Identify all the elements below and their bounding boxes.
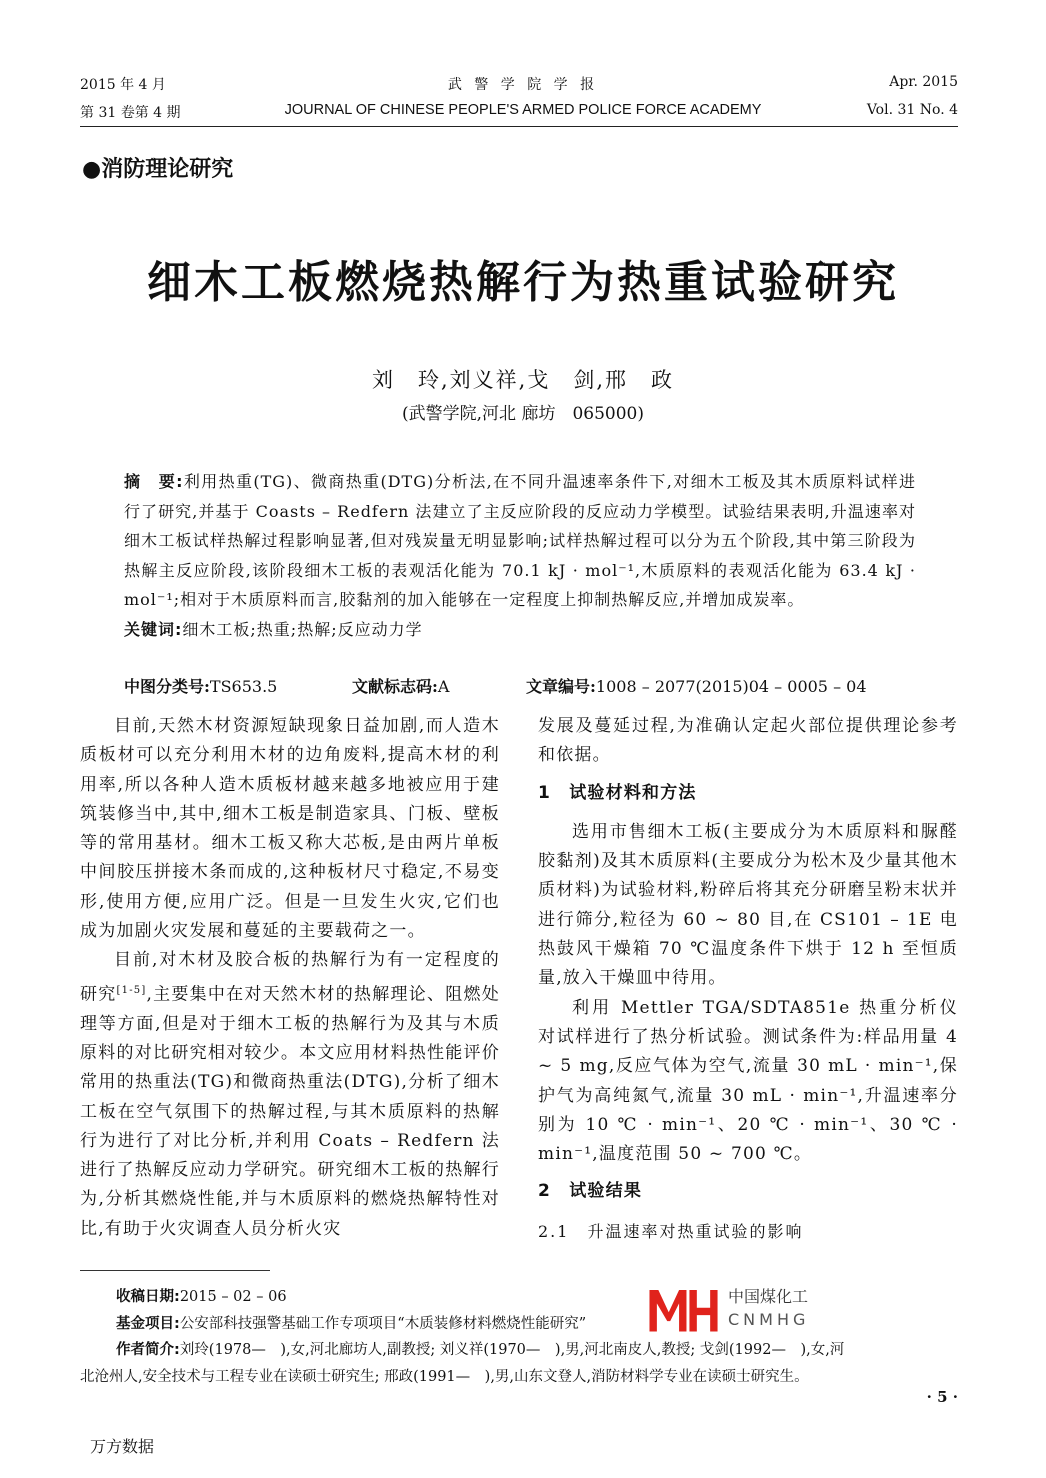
clc-label: 中图分类号:	[124, 677, 210, 696]
received-label: 收稿日期:	[116, 1289, 180, 1305]
keywords-label: 关键词:	[124, 619, 183, 639]
article-no: 1008 – 2077(2015)04 – 0005 – 04	[595, 677, 867, 696]
authors: 刘 玲,刘义祥,戈 剑,邢 政	[371, 368, 675, 392]
bio-label: 作者简介:	[116, 1342, 180, 1358]
doc-code-label: 文献标志码:	[352, 677, 438, 696]
subsection-heading: 2.1 升温速率对热重试验的影响	[538, 1221, 804, 1241]
paper-title: 细木工板燃烧热解行为热重试验研究	[147, 257, 899, 308]
header-date-en: Apr. 2015	[889, 74, 958, 90]
classification-line	[124, 674, 924, 697]
paragraph: 选用市售细木工板(主要成分为木质原料和脲醛胶黏剂)及其木质原料(主要成分为松木及少量其他木质材料)为试验材料,粉碎后将其充分研磨呈粉末状并进行筛分,粒径为 60 ~ 80 目,在 CS101 – 1E 电热鼓风干燥箱 70 ℃温度条件下烘于 12 h 至恒质量,放入干燥皿中待用。	[538, 821, 958, 989]
section-heading: 1 试验材料和方法	[538, 782, 697, 803]
footnote-rule	[80, 1270, 270, 1271]
clc-code: TS653.5	[209, 677, 278, 696]
header-rule	[80, 126, 958, 127]
watermark-logo	[648, 1287, 868, 1333]
section-tag: ●消防理论研究	[82, 157, 234, 182]
left-column	[80, 712, 500, 1244]
fund: 公安部科技强警基础工作专项项目“木质装修材料燃烧性能研究”	[179, 1315, 587, 1332]
mh-logo-icon	[648, 1287, 722, 1333]
received-date: 2015 – 02 – 06	[179, 1289, 287, 1305]
doc-code: A	[437, 677, 450, 696]
keywords: 细木工板;热重;热解;反应动力学	[182, 619, 423, 639]
text: ,主要集中在对天然木材的热解理论、阻燃处理等方面,但是对于细木工板的热解行为及其与木质原料的对比研究相对较少。本文应用材料热性能评价常用的热重法(TG)和微商热重法(DTG),分析了细木工板在空气氛围下的热解过程,与其木质原料的热解行为进行了对比分析,并利用 Coats – Redfern 法进行了热解反应动力学研究。研究细木工板的热解行为,分析其燃烧性能,并与木质原料的燃烧热解特性对比,有助于火灾调查人员分析火灾	[80, 984, 500, 1239]
header-issue: 第 31 卷第 4 期	[80, 105, 181, 121]
watermark-en: CNMHG	[728, 1310, 810, 1329]
paragraph: 发展及蔓延过程,为准确认定起火部位提供理论参考和依据。	[538, 716, 958, 766]
page-number: · 5 ·	[926, 1388, 958, 1406]
header-volume: Vol. 31 No. 4	[866, 102, 958, 118]
paragraph: 利用 Mettler TGA/SDTA851e 热重分析仪对试样进行了热分析试验。测试条件为:样品用量 4 ~ 5 mg,反应气体为空气,流量 30 mL · min⁻¹,保护气为高纯氮气,流量 30 mL · min⁻¹,升温速率分别为 10 ℃ · min⁻¹、20 ℃ · min⁻¹、30 ℃ · min⁻¹,温度范围 50 ~ 700 ℃。	[538, 997, 958, 1165]
abstract-text: 利用热重(TG)、微商热重(DTG)分析法,在不同升温速率条件下,对细木工板及其木质原料试样进行了研究,并基于 Coasts – Redfern 法建立了主反应阶段的反应动力学模型。试验结果表明,升温速率对细木工板试样热解过程影响显著,但对残炭量无明显影响;试样热解过程可以分为五个阶段,其中第三阶段为热解主反应阶段,该阶段细木工板的表观活化能为 70.1 kJ · mol⁻¹,木质原料的表观活化能为 63.4 kJ · mol⁻¹;相对于木质原料而言,胶黏剂的加入能够在一定程度上抑制热解反应,并增加成炭率。	[124, 472, 916, 609]
paragraph: 目前,天然木材资源短缺现象日益加剧,而人造木质板材可以充分利用木材的边角废料,提高木材的利用率,所以各种人造木质板材越来越多地被应用于建筑装修当中,其中,细木工板是制造家具、门板、壁板等的常用基材。细木工板又称大芯板,是由两片单板中间胶压拼接木条而成的,这种板材尺寸稳定,不易变形,使用方便,应用广泛。但是一旦发生火灾,它们也成为加剧火灾发展和蔓延的主要载荷之一。	[80, 716, 500, 942]
section-heading: 2 试验结果	[538, 1181, 643, 1202]
watermark-cn: 中国煤化工	[728, 1287, 809, 1306]
bio-continued: 北沧州人,安全技术与工程专业在读硕士研究生; 邢政(1991— ),男,山东文登人,消防材料学专业在读硕士研究生。	[80, 1368, 809, 1385]
paragraph	[80, 946, 500, 1244]
abstract-label: 摘 要:	[124, 472, 184, 491]
abstract	[124, 467, 916, 644]
affiliation: (武警学院,河北 廊坊 065000)	[402, 404, 644, 424]
journal-name-cn: 武 警 学 院 学 报	[447, 77, 599, 93]
citation[interactable]: [1-5]	[116, 984, 147, 996]
journal-name-en: JOURNAL OF CHINESE PEOPLE'S ARMED POLICE FORCE ACADEMY	[284, 102, 762, 118]
source-mark: 万方数据	[90, 1437, 155, 1456]
article-no-label: 文章编号:	[526, 677, 596, 696]
fund-label: 基金项目:	[116, 1315, 180, 1332]
bio: 刘玲(1978— ),女,河北廊坊人,副教授; 刘义祥(1970— ),男,河北南皮人,教授; 戈剑(1992— ),女,河	[179, 1342, 845, 1358]
text: 目前,对木材及胶合板的热解行为有一定程度的研究	[80, 950, 500, 1005]
right-column	[538, 712, 958, 1250]
header-date: 2015 年 4 月	[80, 77, 166, 93]
